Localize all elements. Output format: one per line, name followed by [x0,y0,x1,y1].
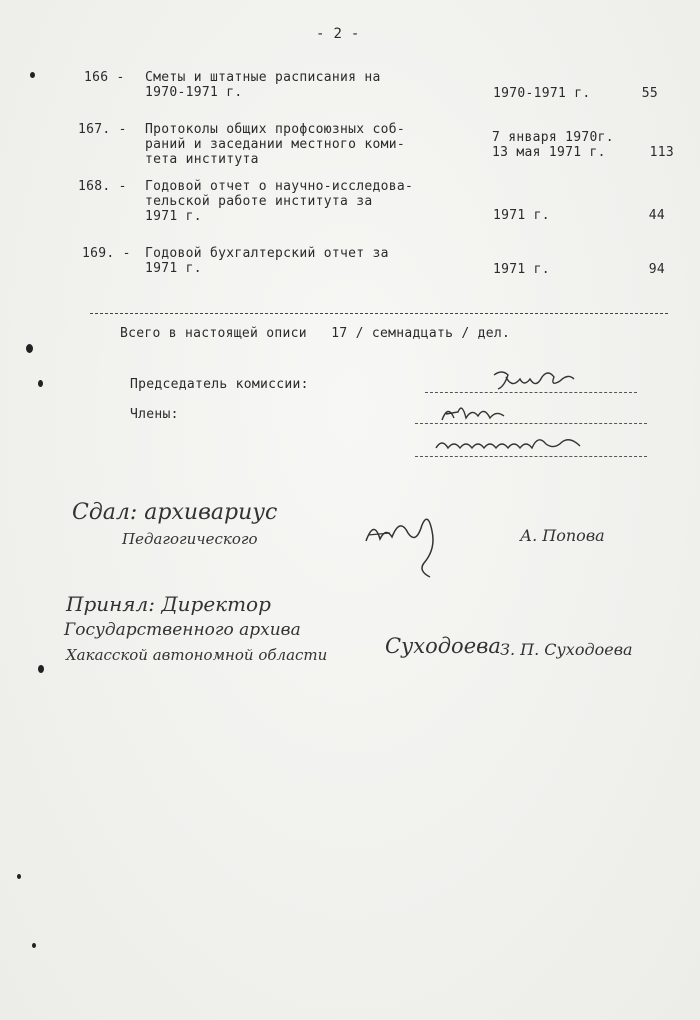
entry-date: 7 января 1970г. 13 мая 1971 г. [492,130,614,160]
separator-line [90,313,668,314]
margin-speck [26,344,33,353]
margin-speck [38,665,44,673]
handwritten-given-by-name: А. Попова [520,526,605,545]
entry-number: 169. - [82,246,131,261]
entry-count: 94 [648,262,665,277]
entry-count: 55 [641,86,658,101]
handwritten-accepted-by: Принял: Директор [66,592,271,616]
entry-description: Годовой бухгалтерский отчет за 1971 г. [145,246,389,276]
entry-date: 1971 г. [493,262,550,277]
members-label: Члены: [130,407,179,422]
margin-speck [38,380,43,387]
entry-date: 1971 г. [493,208,550,223]
margin-speck [32,943,36,948]
handwritten-given-by: Сдал: архивариус [72,500,278,525]
handwritten-accepted-name: З. П. Суходоева [500,640,633,659]
archivist-signature [360,505,455,580]
chairman-label: Председатель комиссии: [130,377,309,392]
handwritten-accepted-line3: Хакасской автономной области [66,646,328,664]
entry-description: Протоколы общих профсоюзных соб- раний и заседании местного коми- тета института [145,122,406,167]
director-signature: Суходоева [385,634,501,658]
entry-count: 113 [649,145,674,160]
margin-speck [17,874,21,879]
entry-description: Сметы и штатные расписания на 1970-1971 г. [145,70,381,100]
member-signature [430,430,590,458]
chairman-signature [490,365,580,397]
entry-number: 167. - [78,122,127,137]
entry-description: Годовой отчет о научно-исследова- тельской работе института за 1971 г. [145,179,414,224]
entry-date: 1970-1971 г. [493,86,591,101]
member-signature [438,398,518,428]
handwritten-accepted-line2: Государственного архива [64,620,301,640]
entry-number: 168. - [78,179,127,194]
total-line: Всего в настоящей описи 17 / семнадцать / дел. [120,326,511,341]
page-number: - 2 - [316,26,360,42]
margin-speck [30,72,35,78]
entry-number: 166 - [84,70,125,85]
entry-count: 44 [648,208,665,223]
handwritten-given-by-role: Педагогического [122,530,258,548]
